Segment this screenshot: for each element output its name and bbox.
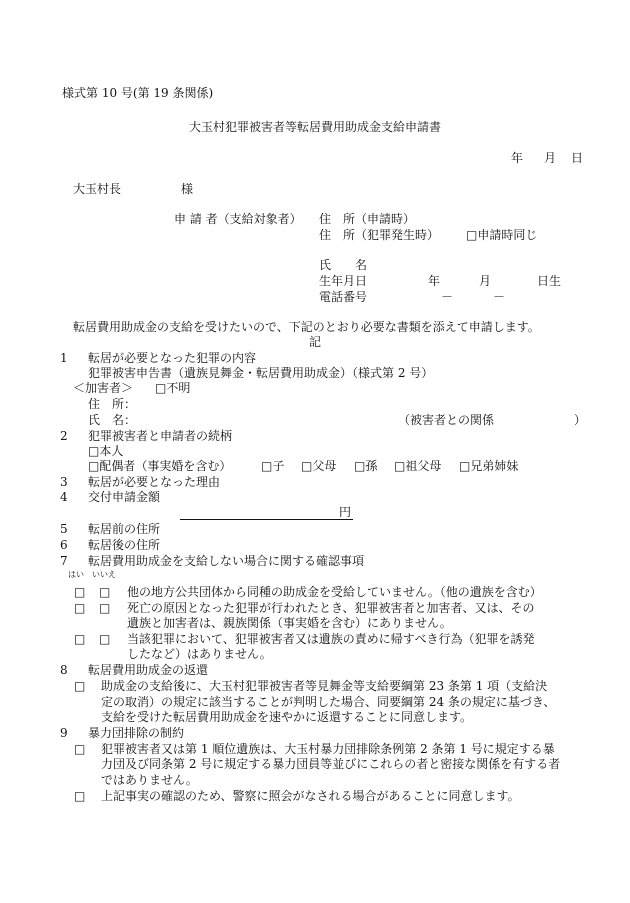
relation-child-checkbox[interactable]: □子: [261, 459, 285, 473]
item2-text-line1: 死亡の原因となった犯罪が行われたとき、犯罪被害者と加害者、又は、その: [127, 601, 535, 615]
gang-exclusion-checkbox[interactable]: □: [74, 742, 86, 756]
section-8-title: 転居費用助成金の返還: [88, 663, 209, 677]
section-2-number: 2: [60, 429, 68, 443]
phone-dash-1: －: [441, 290, 454, 304]
section-6-number: 6: [60, 538, 68, 552]
police-inquiry-text: 上記事実の確認のため、警察に照会がなされる場合があることに同意します。: [101, 789, 520, 803]
section-7-number: 7: [60, 554, 68, 568]
addressee-name: 大玉村長: [73, 182, 122, 196]
assailant-address-label: 住 所：: [88, 397, 137, 411]
applicant-label: 申 請 者（支給対象者）: [174, 212, 302, 226]
section-1-title: 転居が必要となった犯罪の内容: [88, 351, 257, 365]
incident-address-label: 住 所（犯罪発生時）: [319, 228, 440, 242]
relation-grandchild-checkbox[interactable]: □孫: [354, 459, 378, 473]
relation-label: （被害者との関係: [398, 413, 495, 427]
section-3-title: 転居が必要となった理由: [88, 475, 221, 489]
date-day: 日: [571, 151, 584, 165]
item2-yes-checkbox[interactable]: □: [74, 601, 86, 615]
gang-exclusion-text-line3: ではありません。: [101, 773, 198, 787]
section-1-number: 1: [60, 351, 68, 365]
relation-spouse-checkbox[interactable]: □配偶者（事実婚を含む）: [88, 459, 232, 473]
birth-day: 日生: [537, 274, 562, 288]
section-6-title: 転居後の住所: [88, 538, 161, 552]
item3-no-checkbox[interactable]: □: [99, 632, 111, 646]
item3-text-line2: したなど）はありません。: [127, 647, 272, 661]
item1-text: 他の地方公共団体から同種の助成金を受給していません。（他の遺族を含む）: [127, 585, 542, 599]
item2-text-line2: 遺族と加害者は、親族関係（事実婚を含む）にありません。: [127, 616, 452, 630]
section-4-title: 交付申請金額: [88, 490, 161, 504]
item1-yes-checkbox[interactable]: □: [74, 585, 86, 599]
section-2-title: 犯罪被害者と申請者の続柄: [88, 429, 233, 443]
section-4-number: 4: [60, 490, 68, 504]
column-yes-label: はい: [68, 570, 84, 579]
intro-text: 転居費用助成金の支給を受けたいので、下記のとおり必要な書類を添えて申請します。: [73, 320, 540, 334]
section-9-title: 暴力団排除の制約: [88, 726, 185, 740]
form-number: 様式第 10 号(第 19 条関係): [62, 86, 214, 100]
page-title: 大玉村犯罪被害者等転居費用助成金支給申請書: [188, 120, 441, 134]
item2-no-checkbox[interactable]: □: [99, 601, 111, 615]
phone-label: 電話番号: [319, 290, 368, 304]
section-5-number: 5: [60, 522, 68, 536]
date-year: 年: [511, 151, 524, 165]
repayment-text-line3: 支給を受けた転居費用助成金を速やかに返還することに同意します。: [101, 710, 473, 724]
section-5-title: 転居前の住所: [88, 522, 161, 536]
assailant-label: ＜加害者＞: [73, 381, 134, 395]
birth-month: 月: [479, 274, 492, 288]
repayment-text-line1: 助成金の支給後に、大玉村犯罪被害者等見舞金等支給要綱第 23 条第 1 項（支給決: [101, 679, 548, 693]
ki-mark: 記: [308, 335, 321, 349]
section-1-report: 犯罪被害申告書（遺族見舞金・転居費用助成金）（様式第 2 号）: [88, 366, 434, 380]
item3-text-line1: 当該犯罪において、犯罪被害者又は遺族の責めに帰すべき行為（犯罪を誘発: [127, 632, 535, 646]
section-7-title: 転居費用助成金を支給しない場合に関する確認事項: [88, 554, 365, 568]
assailant-unknown-checkbox[interactable]: □不明: [155, 381, 191, 395]
section-9-number: 9: [60, 726, 68, 740]
birthdate-label: 生年月日: [319, 274, 368, 288]
amount-yen-unit: 円: [339, 505, 352, 519]
relation-self-checkbox[interactable]: □本人: [88, 444, 124, 458]
gang-exclusion-text-line2: 力団及び同条第 2 号に規定する暴力団員等並びにこれらの者と密接な関係を有する者: [101, 757, 561, 771]
relation-sibling-checkbox[interactable]: □兄弟姉妹: [459, 459, 519, 473]
addressee-suffix: 様: [181, 182, 194, 196]
item1-no-checkbox[interactable]: □: [99, 585, 111, 599]
repayment-text-line2: 定の取消）の規定に該当することが判明した場合、同要綱第 24 条の規定に基づき、: [101, 695, 556, 709]
column-no-label: いいえ: [92, 570, 116, 579]
applicant-name-label: 氏 名: [319, 258, 368, 272]
birth-year: 年: [428, 274, 441, 288]
relation-grandparent-checkbox[interactable]: □祖父母: [394, 459, 442, 473]
repayment-consent-checkbox[interactable]: □: [74, 679, 86, 693]
same-address-checkbox[interactable]: □申請時同じ: [466, 228, 538, 242]
phone-dash-2: －: [493, 290, 506, 304]
assailant-name-label: 氏 名：: [88, 413, 137, 427]
gang-exclusion-text-line1: 犯罪被害者又は第 1 順位遺族は、大玉村暴力団排除条例第 2 条第 1 号に規定する暴: [101, 742, 555, 756]
section-8-number: 8: [60, 663, 68, 677]
item3-yes-checkbox[interactable]: □: [74, 632, 86, 646]
amount-underline: [180, 519, 353, 520]
relation-close: ）: [574, 413, 587, 427]
relation-parent-checkbox[interactable]: □父母: [301, 459, 337, 473]
police-inquiry-checkbox[interactable]: □: [74, 789, 86, 803]
applicant-address-label: 住 所（申請時）: [319, 212, 416, 226]
section-3-number: 3: [60, 475, 68, 489]
date-month: 月: [544, 151, 557, 165]
